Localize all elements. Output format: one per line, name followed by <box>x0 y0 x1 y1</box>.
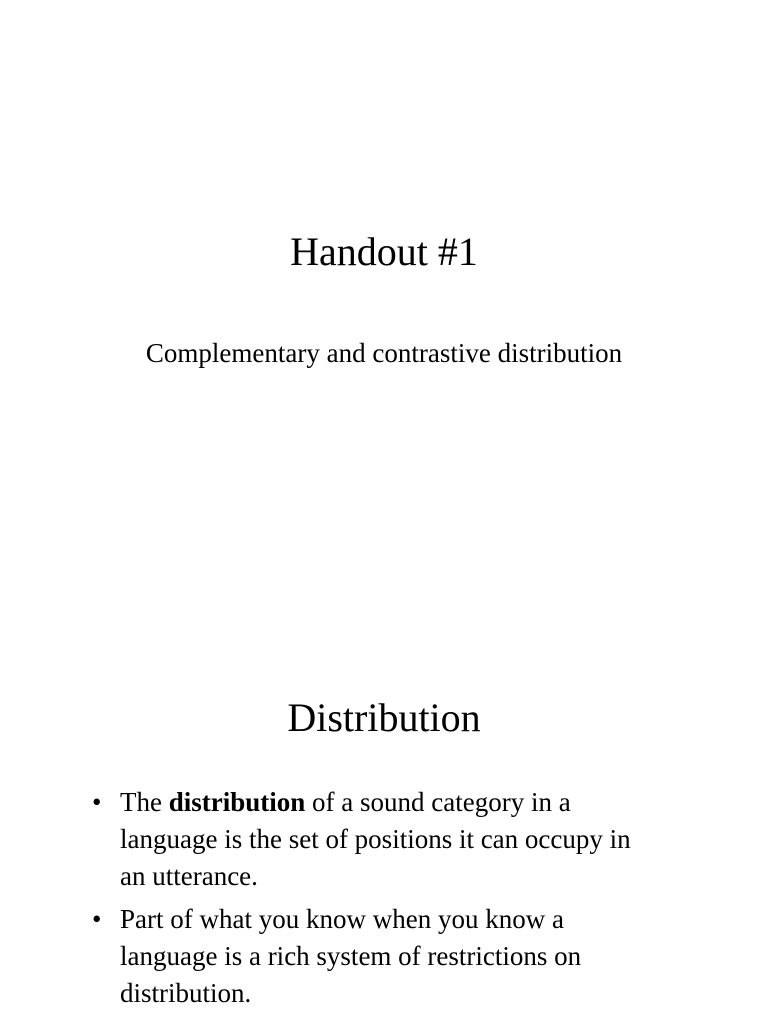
bullet-item <box>92 901 662 1012</box>
handout-subtitle: Complementary and contrastive distribution <box>145 338 623 368</box>
bullet-text: Part of what you know when you know a language is a rich system of restrictions on distribution. <box>120 904 582 1008</box>
bullet-term: distribution <box>168 787 306 817</box>
slide-distribution <box>0 512 768 1024</box>
bullet-list <box>92 784 662 1018</box>
bullet-icon: • <box>92 904 102 934</box>
bullet-item <box>92 784 662 895</box>
bullet-text-post: of a sound category in a language is the set of positions it can occupy in an utterance. <box>120 787 631 891</box>
bullet-text-pre: The <box>120 787 169 817</box>
handout-title: Handout #1 <box>290 229 478 274</box>
slide-heading: Distribution <box>287 695 481 740</box>
bullet-icon: • <box>92 787 102 817</box>
